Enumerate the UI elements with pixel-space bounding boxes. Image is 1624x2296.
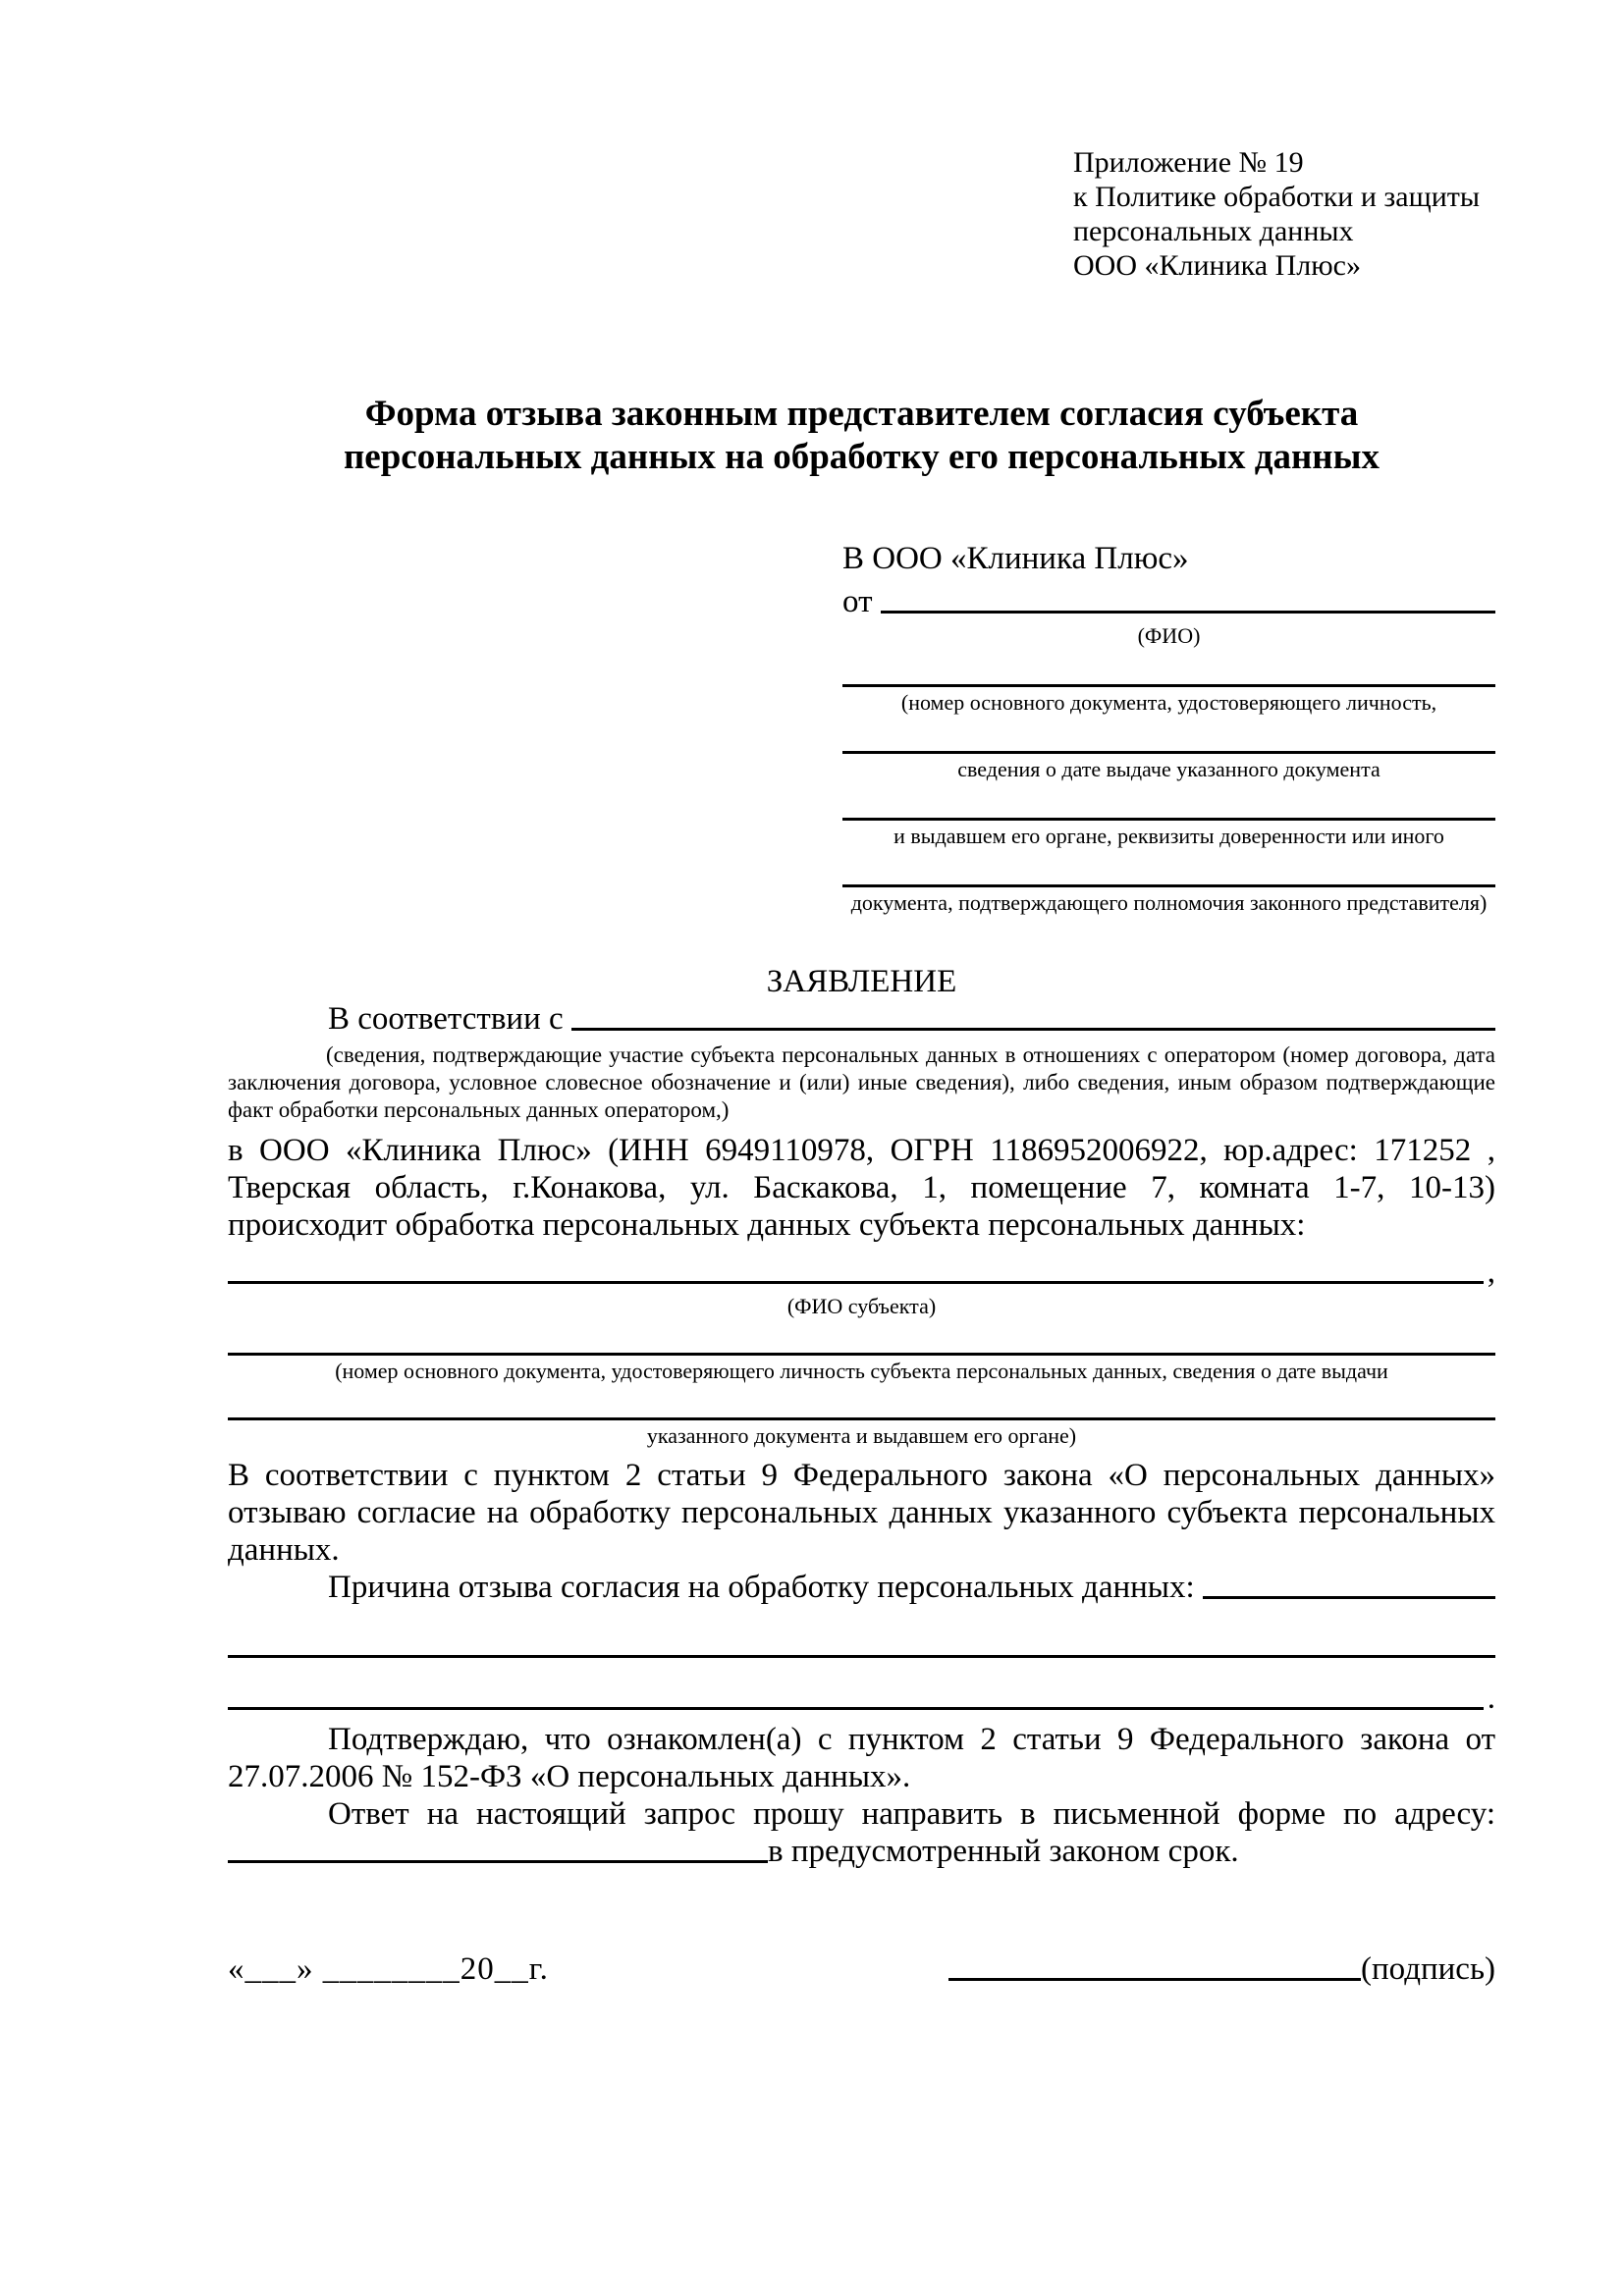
representative-doc-caption-2: сведения о дате выдаче указанного документа [957,757,1380,781]
statement-heading: ЗАЯВЛЕНИЕ [766,964,957,999]
reason-label: Причина отзыва согласия на обработку персональных данных: [328,1570,1195,1605]
operator-paragraph: в ООО «Клиника Плюс» (ИНН 6949110978, ОГРН 1186952006922, юр.адрес: 171252 , Тверская область, г.Конакова, ул. Баскакова, 1, помещение 7, комната 1-7, 10-13) происходит обработка персональных данных субъекта персональных данных: [228,1133,1495,1243]
annex-line: к Политике обработки и защиты [1073,181,1481,213]
basis-note: (сведения, подтверждающие участие субъекта персональных данных в отношениях с оператором (номер договора, дата заключения договора, условное словесное обозначение и (или) иные сведения), либо сведения, иным образом подтверждающие факт обработки персональных данных оператором,) [228,1042,1495,1122]
representative-doc-blank-1 [842,684,1495,687]
subject-doc-caption-1: (номер основного документа, удостоверяющего личность субъекта персональных данных, сведения о дате выдачи [335,1359,1388,1383]
basis-label: В соответствии с [328,1001,564,1037]
confirmation-paragraph: Подтверждаю, что ознакомлен(а) с пунктом 2 статьи 9 Федерального закона от 27.07.2006 № 152-ФЗ «О персональных данных». [228,1722,1495,1794]
annex-note [1073,145,1495,283]
representative-doc-blank-4 [842,884,1495,887]
document-title [228,393,1495,479]
recipient-from-row [842,583,1495,620]
withdrawal-paragraph: В соответствии с пунктом 2 статьи 9 Федерального закона «О персональных данных» отзываю согласие на обработку персональных данных указанного субъекта персональных данных. [228,1458,1495,1568]
recipient-to: В ООО «Клиника Плюс» [842,541,1189,576]
basis-row [228,1000,1495,1038]
reply-request: Ответ на настоящий запрос прошу направить в письменной форме по адресу: [328,1796,1495,1832]
reason-period: . [1487,1681,1495,1716]
representative-doc-caption-1: (номер основного документа, удостоверяющего личность, [900,690,1437,715]
signature-caption: (подпись) [1361,1951,1495,1987]
representative-fio-blank [881,611,1496,614]
document-title-line-1: Форма отзыва законным представителем согласия субъекта [364,394,1359,434]
document-title-line-2: персональных данных на обработку его персональных данных [343,437,1380,477]
reason-blank-line-1 [228,1655,1495,1658]
representative-doc-caption-4: документа, подтверждающего полномочия законного представителя) [850,890,1488,915]
reply-address-blank [228,1860,768,1863]
representative-doc-blank-3 [842,818,1495,821]
subject-doc-blank-1 [228,1353,1495,1356]
annex-line: ООО «Клиника Плюс» [1073,249,1361,282]
date-line: «___» ________20__г. [228,1951,549,1987]
signoff-row [228,1950,1495,1988]
signature-blank [948,1978,1361,1981]
reply-address-row [228,1833,1495,1870]
reason-blank-line-2-row [228,1680,1495,1717]
signature-area [948,1950,1495,1988]
reason-blank-inline [1203,1596,1495,1599]
from-label: от [842,584,873,619]
subject-doc-caption-2: указанного документа и выдавшем его органе) [646,1423,1077,1448]
annex-line: персональных данных [1073,215,1354,247]
representative-doc-caption-3: и выдавшем его органе, реквизиты доверенности или иного [893,824,1444,848]
subject-fio-caption: (ФИО субъекта) [786,1294,937,1318]
subject-fio-blank [228,1281,1484,1284]
representative-fio-caption: (ФИО) [1137,623,1201,648]
basis-blank [571,1028,1495,1031]
subject-doc-blank-2 [228,1417,1495,1420]
annex-line: Приложение № 19 [1073,146,1304,179]
reason-row [228,1569,1495,1606]
reason-blank-line-2 [228,1707,1484,1710]
reply-tail: в предусмотренный законом срок. [768,1834,1239,1869]
recipient-block [842,540,1495,916]
subject-fio-comma: , [1487,1255,1495,1290]
subject-fio-row [228,1254,1495,1291]
representative-doc-blank-2 [842,751,1495,754]
